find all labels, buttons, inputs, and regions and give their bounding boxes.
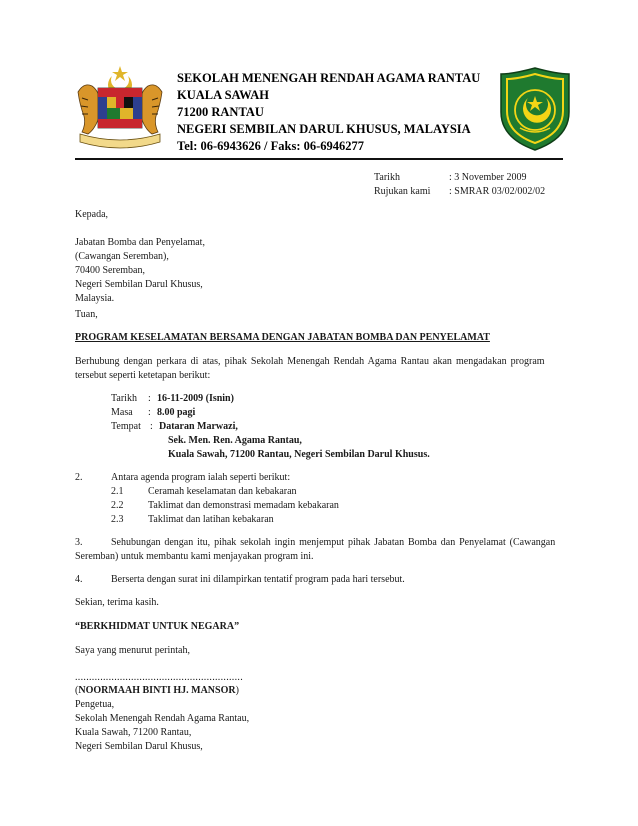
paragraph-3-line: Seremban) untuk membantu kami menjayakan program ini. (75, 551, 314, 562)
agenda-number: 2.3 (111, 514, 124, 525)
paren-open: ( (75, 685, 79, 696)
signatory-address-line: Negeri Sembilan Darul Khusus, (75, 741, 203, 752)
intro-paragraph-line: Berhubung dengan perkara di atas, pihak Sekolah Menengah Rendah Agama Rantau akan mengadakan program (75, 356, 545, 367)
masa-sep: : (148, 407, 151, 418)
school-name: SEKOLAH MENENGAH RENDAH AGAMA RANTAU (177, 71, 481, 85)
contact-line: Tel: 06-6943626 / Faks: 06-6946277 (177, 139, 365, 153)
closing-line: Sekian, terima kasih. (75, 597, 159, 608)
agenda-item: Taklimat dan latihan kebakaran (148, 514, 274, 525)
paragraph-2-text: Antara agenda program ialah seperti berikut: (111, 472, 291, 483)
tempat-sep: : (150, 421, 153, 432)
greeting: Tuan, (75, 309, 98, 320)
recipient-line: Negeri Sembilan Darul Khusus, (75, 279, 203, 290)
signatory-address-line: Kuala Sawah, 71200 Rantau, (75, 727, 192, 738)
address-line-1: KUALA SAWAH (177, 88, 270, 102)
masa-value: 8.00 pagi (157, 407, 196, 418)
paren-close: ) (235, 685, 239, 696)
paragraph-4-text: Berserta dengan surat ini dilampirkan tentatif program pada hari tersebut. (111, 574, 405, 585)
subject-heading: PROGRAM KESELAMATAN BERSAMA DENGAN JABATAN BOMBA DAN PENYELAMAT (75, 332, 490, 343)
tempat-value: Sek. Men. Ren. Agama Rantau, (168, 435, 302, 446)
paragraph-number: 3. (75, 537, 83, 548)
tarikh-value: 16-11-2009 (Isnin) (157, 393, 234, 404)
agenda-item: Ceramah keselamatan dan kebakaran (148, 486, 297, 497)
agenda-item: Taklimat dan demonstrasi memadam kebakaran (148, 500, 339, 511)
date-label: Tarikh (374, 172, 400, 183)
tarikh-label: Tarikh (111, 393, 137, 404)
date-value: : 3 November 2009 (449, 172, 527, 183)
masa-label: Masa (111, 407, 133, 418)
coat-of-arms-logo (72, 62, 168, 152)
signatory-address-line: Sekolah Menengah Rendah Agama Rantau, (75, 713, 250, 724)
salutation-to: Kepada, (75, 209, 109, 220)
signatory-name-row (75, 684, 239, 699)
recipient-line: 70400 Seremban, (75, 265, 145, 276)
agenda-number: 2.2 (111, 500, 124, 511)
tarikh-sep: : (148, 393, 151, 404)
recipient-line: (Cawangan Seremban), (75, 251, 169, 262)
tempat-value: Kuala Sawah, 71200 Rantau, Negeri Sembilan Darul Khusus. (168, 449, 430, 460)
signature-line: ............................................................ (75, 672, 243, 683)
school-badge-logo (498, 66, 572, 152)
paragraph-number: 2. (75, 472, 83, 483)
tempat-value: Dataran Marwazi, (159, 421, 238, 432)
header-divider (75, 158, 563, 160)
agenda-number: 2.1 (111, 486, 124, 497)
signatory-name: NOORMAAH BINTI HJ. MANSOR (78, 685, 236, 696)
recipient-line: Jabatan Bomba dan Penyelamat, (75, 237, 205, 248)
recipient-line: Malaysia. (75, 293, 115, 304)
tempat-label: Tempat (111, 421, 141, 432)
paragraph-number: 4. (75, 574, 83, 585)
address-line-2: 71200 RANTAU (177, 105, 264, 119)
reference-label: Rujukan kami (374, 186, 431, 197)
intro-paragraph-line: tersebut seperti ketetapan berikut: (75, 370, 211, 381)
address-line-3: NEGERI SEMBILAN DARUL KHUSUS, MALAYSIA (177, 122, 471, 136)
motto: “BERKHIDMAT UNTUK NEGARA” (75, 621, 240, 632)
paragraph-3-line: Sehubungan dengan itu, pihak sekolah ingin menjemput pihak Jabatan Bomba dan Penyelamat (Cawangan (111, 537, 556, 548)
obey-line: Saya yang menurut perintah, (75, 645, 190, 656)
signatory-title: Pengetua, (75, 699, 115, 710)
reference-value: : SMRAR 03/02/002/02 (449, 186, 546, 197)
